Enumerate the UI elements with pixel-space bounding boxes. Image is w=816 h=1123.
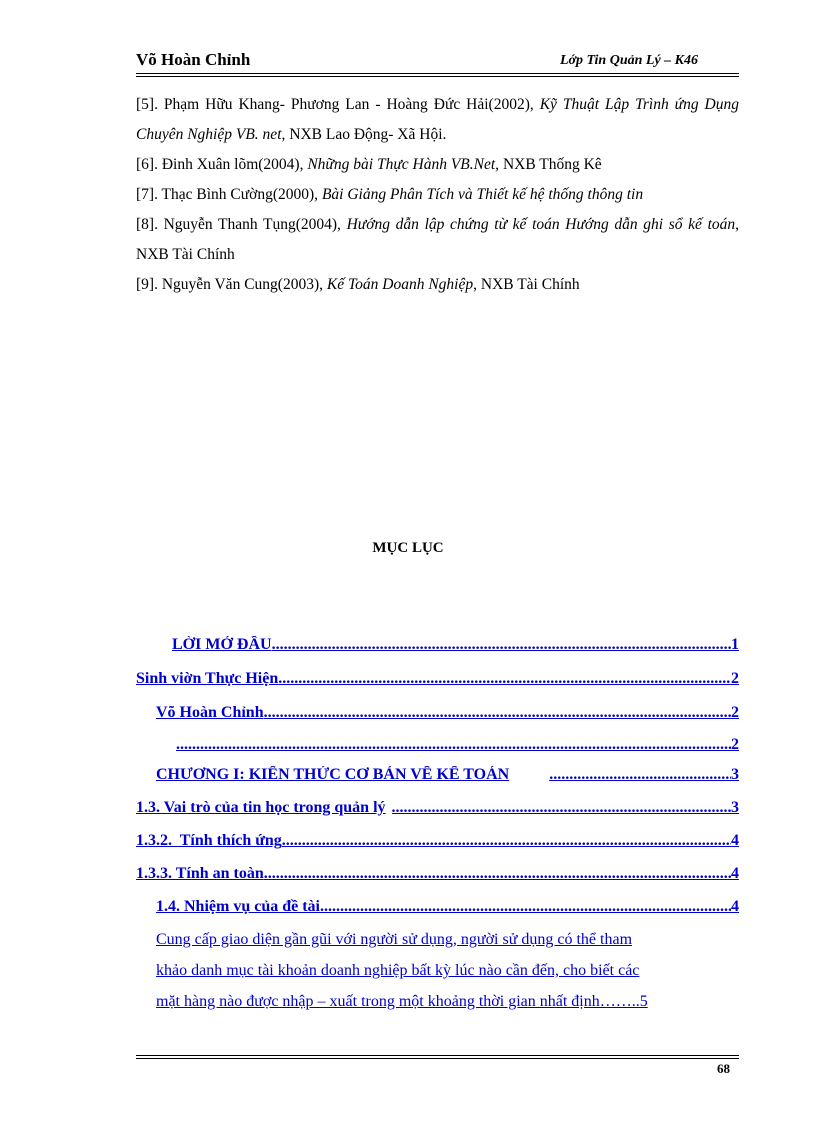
page-number: 68 <box>717 1061 730 1076</box>
toc-entry-1-3[interactable]: 1.3. Vai trò của tin học trong quản lý ..... 3 <box>136 799 739 817</box>
toc-entry-paragraph[interactable] <box>156 924 739 1017</box>
toc-paragraph-line: Cung cấp giao diện gần gũi với người sử dụng, người sử dụng có thể tham <box>156 931 633 948</box>
reference-6: [6]. Đinh Xuân lõm(2004), Những bài Thực Hành VB.Net, NXB Thống Kê <box>136 156 602 173</box>
reference-8: [8]. Nguyễn Thanh Tụng(2004), Hướng dẫn lập chứng từ kế toán Hướng dẫn ghi sổ kế toán, NXB Tài Chính <box>136 216 739 263</box>
toc-entry-1-3-3[interactable]: 1.3.3. Tính an toàn ..... 4 <box>136 865 739 883</box>
reference-5: [5]. Phạm Hữu Khang- Phương Lan - Hoàng Đức Hải(2002), Kỹ Thuật Lập Trình ứng Dụng Chuyên Nghiệp VB. net, NXB Lao Động- Xã Hội. <box>136 96 739 143</box>
toc-paragraph-line: khảo danh mục tài khoản doanh nghiệp bất kỳ lúc nào cần đến, cho biết các <box>156 962 640 979</box>
footer-rule-2 <box>136 1058 739 1059</box>
footer-rule <box>136 1055 739 1056</box>
toc-entry-1-4[interactable]: 1.4. Nhiệm vụ của đề tài ..... 4 <box>136 898 739 916</box>
toc-paragraph-line: mặt hàng nào được nhập – xuất trong một khoảng thời gian nhất định……..5 <box>156 993 648 1010</box>
toc-entry-sinh-vien[interactable]: Sinh viờn Thực Hiện ..... 2 <box>136 670 739 688</box>
header-rule-2 <box>136 76 739 77</box>
toc-entry-loi-mo-dau[interactable]: LỜI MỞ ĐẦU ..... 1 <box>136 636 739 654</box>
toc-entry-1-3-2[interactable]: 1.3.2. Tính thích ứng ..... 4 <box>136 832 739 850</box>
header-rule <box>136 73 739 74</box>
toc-entry-blank[interactable]: ..... 2 <box>136 736 739 754</box>
toc-title: MỤC LỤC <box>372 540 444 556</box>
toc-entry-author[interactable]: Võ Hoàn Chỉnh ..... 2 <box>136 704 739 722</box>
reference-7: [7]. Thạc Bình Cường(2000), Bài Giảng Phân Tích và Thiết kế hệ thống thông tin <box>136 186 644 203</box>
header-author: Võ Hoàn Chỉnh <box>136 50 251 69</box>
toc-entry-chuong-1[interactable]: CHƯƠNG I: KIẾN THỨC CƠ BẢN VỀ KẾ TOÁN ..... 3 <box>136 766 739 784</box>
header-class: Lớp Tin Quản Lý – K46 <box>559 53 698 68</box>
reference-9: [9]. Nguyễn Văn Cung(2003), Kế Toán Doanh Nghiệp, NXB Tài Chính <box>136 276 580 293</box>
